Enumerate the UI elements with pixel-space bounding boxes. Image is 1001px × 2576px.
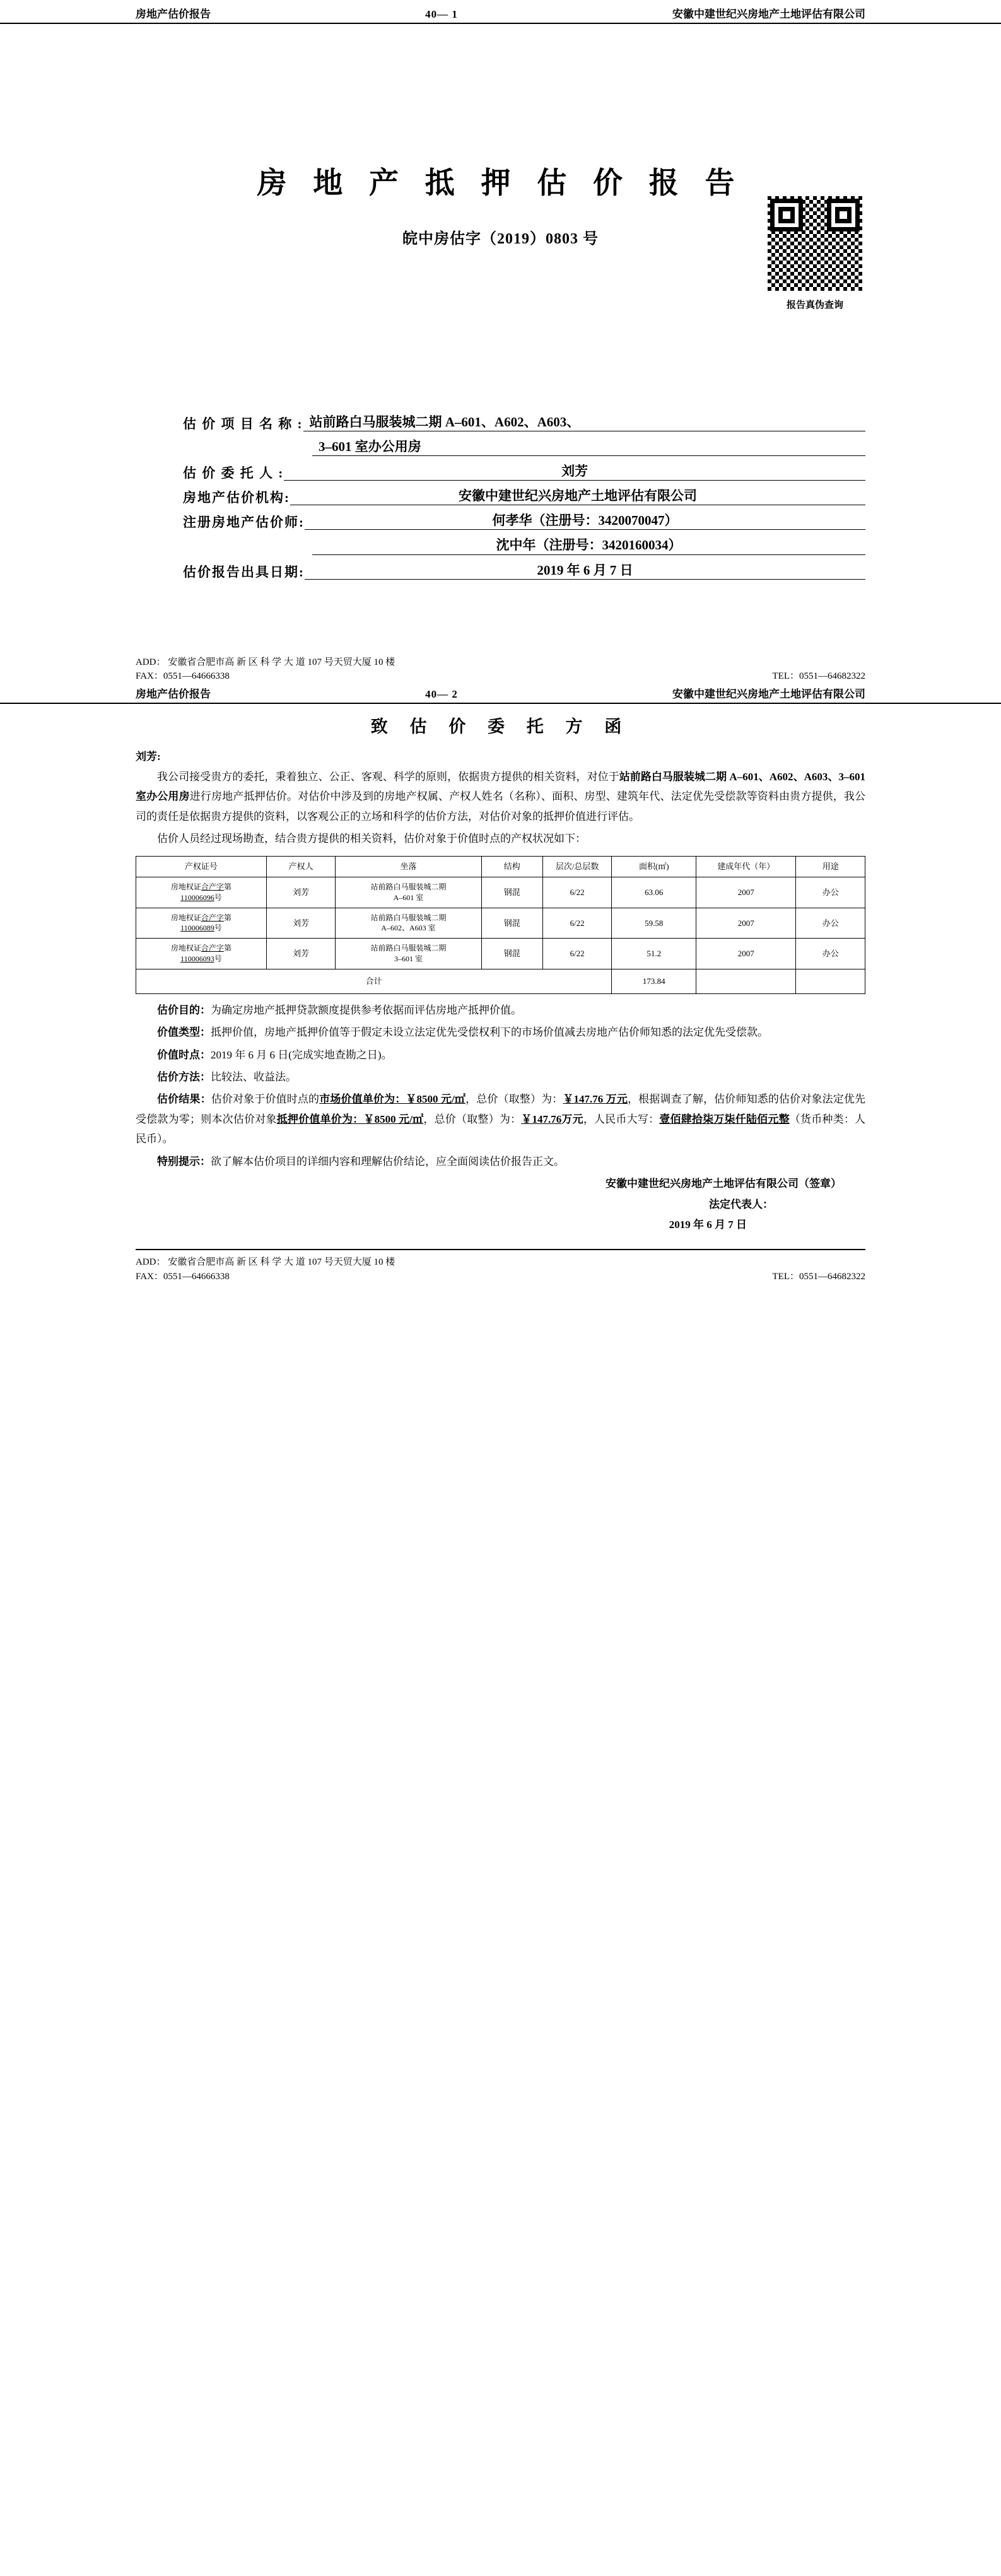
field-issue-date-value: 2019 年 6 月 7 日 — [305, 563, 865, 580]
field-client-label: 估 价 委 托 人 : — [183, 465, 284, 481]
qr-caption: 报告真伪查询 — [786, 300, 843, 310]
cell-location — [336, 877, 481, 908]
field-agency — [183, 489, 865, 505]
cell-floor: 6/22 — [542, 877, 612, 908]
letter-section — [0, 713, 1001, 1284]
cell-floor: 6/22 — [542, 908, 612, 939]
item-purpose-label: 估价目的： — [157, 1004, 211, 1016]
letter-salutation: 刘芳: — [136, 750, 161, 763]
cover-tel: TEL：0551—64682322 — [772, 671, 865, 682]
field-issue-date-label: 估价报告出具日期: — [183, 564, 305, 580]
running-header-company: 安徽中建世纪兴房地产土地评估有限公司 — [672, 8, 865, 20]
loc-line1: 站前路白马服装城二期 — [370, 882, 447, 891]
result-amount-in-words: 壹佰肆拾柒万柒仟陆佰元整 — [659, 1113, 790, 1125]
field-appraiser-label: 注册房地产估价师: — [183, 515, 305, 530]
item-method-label: 估价方法： — [157, 1071, 211, 1084]
table-row — [136, 939, 865, 969]
field-client — [183, 464, 865, 481]
result-market-unit-price: 市场价值单价为：￥8500 元/㎡ — [319, 1093, 466, 1106]
cert-tail: 号 — [214, 923, 222, 933]
loc-line1: 站前路白马服装城二期 — [370, 913, 447, 922]
loc-line2: 3–601 室 — [394, 954, 423, 963]
item-notice — [136, 1152, 865, 1171]
letter-paragraph-1 — [136, 767, 865, 826]
document-page — [0, 0, 1001, 1284]
col-year: 建成年代（年） — [696, 857, 796, 877]
letter-address-line: ADD： 安徽省合肥市高 新 区 科 学 大 道 107 号天贸大厦 10 楼 — [136, 1257, 395, 1268]
item-purpose-text: 为确定房地产抵押贷款额度提供参考依据而评估房地产抵押价值。 — [211, 1004, 522, 1016]
item-value-date-text: 2019 年 6 月 6 日(完成实地查勘之日)。 — [211, 1048, 392, 1061]
cover-footer-address — [136, 655, 865, 684]
running-header-page1 — [0, 0, 1001, 24]
signature-legal-rep: 法定代表人： — [709, 1198, 773, 1210]
running-header-page2 — [0, 685, 1001, 704]
cell-total-blank1 — [696, 969, 796, 993]
col-location: 坐落 — [336, 857, 481, 877]
signature-date: 2019 年 6 月 7 日 — [669, 1218, 747, 1231]
cert-tail: 号 — [214, 893, 222, 902]
cell-use: 办公 — [796, 908, 865, 939]
cell-structure: 钢混 — [481, 877, 542, 908]
cell-cert-no — [136, 908, 267, 939]
loc-line1: 站前路白马服装城二期 — [370, 944, 447, 953]
cert-no: 110006093 — [180, 954, 214, 963]
running-header2-left: 房地产估价报告 — [136, 688, 211, 700]
loc-line2: A–602、A603 室 — [381, 923, 436, 933]
cover-fax: FAX：0551—64666338 — [136, 671, 230, 682]
cell-use: 办公 — [796, 939, 865, 969]
cert-post: 第 — [223, 944, 231, 953]
field-appraiser-cont — [183, 538, 865, 554]
cert-post: 第 — [223, 913, 231, 922]
letter-paragraph-2: 估价人员经过现场勘查，结合贵方提供的相关资料，估价对象于价值时点的产权状况如下： — [157, 832, 586, 845]
cert-mid: 合产字 — [201, 944, 224, 953]
field-project-name-label: 估 价 项 目 名 称 : — [183, 416, 303, 431]
field-project-name — [183, 415, 865, 431]
signature-company: 安徽中建世纪兴房地产土地评估有限公司（签章） — [606, 1178, 841, 1190]
col-use: 用途 — [796, 857, 865, 877]
cell-structure: 钢混 — [481, 939, 542, 969]
cert-pre: 房地权证 — [170, 882, 201, 891]
result-mortgage-total-price: ￥147.76 — [521, 1113, 562, 1125]
cert-post: 第 — [223, 882, 231, 891]
item-value-type-text: 抵押价值，房地产抵押价值等于假定未设立法定优先受偿权利下的市场价值减去房地产估价师知悉的法定优先受偿款。 — [211, 1026, 768, 1039]
field-agency-label: 房地产估价机构: — [183, 490, 290, 506]
cell-location — [336, 939, 481, 969]
cell-floor: 6/22 — [542, 939, 612, 969]
qr-block — [764, 194, 865, 311]
property-table — [136, 856, 865, 993]
col-owner: 产权人 — [266, 857, 336, 877]
result-a: 估价对象于价值时点的 — [211, 1093, 320, 1106]
item-value-date-label: 价值时点： — [157, 1048, 211, 1061]
field-project-name-value2: 3–601 室办公用房 — [312, 440, 865, 456]
signature-block — [136, 1174, 865, 1235]
cell-area: 63.06 — [612, 877, 696, 908]
letter-title: 致 估 价 委 托 方 函 — [370, 717, 631, 736]
running-header-left: 房地产估价报告 — [136, 8, 211, 20]
table-header-row — [136, 857, 865, 877]
field-appraiser-value2: 沈中年（注册号：3420160034） — [312, 538, 865, 554]
cell-location — [336, 908, 481, 939]
cell-total-label: 合计 — [136, 969, 612, 993]
running-header-page-number: 40— 1 — [425, 8, 458, 20]
item-value-date — [136, 1045, 865, 1065]
cell-owner: 刘芳 — [266, 877, 336, 908]
result-l: （货币种类：人民币）。 — [136, 1113, 866, 1145]
table-total-row — [136, 969, 865, 993]
result-g: ，总价（取整）为： — [423, 1113, 522, 1125]
cover-address-line: ADD： 安徽省合肥市高 新 区 科 学 大 道 107 号天贸大厦 10 楼 — [136, 657, 395, 667]
col-area: 面积(㎡) — [612, 857, 696, 877]
result-e: ，根据调查了解，估价师知悉的估价对象法定优先受偿款为零；则本次估价对象 — [136, 1093, 866, 1125]
cover-fields — [136, 415, 865, 580]
col-structure: 结构 — [481, 857, 542, 877]
cell-owner: 刘芳 — [266, 908, 336, 939]
cert-pre: 房地权证 — [170, 944, 201, 953]
cell-owner: 刘芳 — [266, 939, 336, 969]
result-i: 万元 — [561, 1113, 583, 1125]
item-result-label: 估价结果： — [157, 1093, 211, 1106]
table-row — [136, 877, 865, 908]
running-header2-page-number: 40— 2 — [425, 688, 458, 700]
cell-structure: 钢混 — [481, 908, 542, 939]
field-client-value: 刘芳 — [284, 464, 865, 481]
item-result — [136, 1089, 865, 1149]
letter-footer-address — [136, 1249, 865, 1284]
cell-year: 2007 — [696, 908, 796, 939]
table-row — [136, 908, 865, 939]
cert-no: 110006089 — [180, 923, 214, 933]
col-cert-no: 产权证号 — [136, 857, 267, 877]
report-code: 皖中房估字（2019）0803 号 — [402, 231, 599, 247]
field-project-name-cont — [183, 440, 865, 456]
cert-mid: 合产字 — [201, 913, 224, 922]
cell-area: 51.2 — [612, 939, 696, 969]
cert-mid: 合产字 — [201, 882, 224, 891]
result-market-total-price: ￥147.76 万元 — [563, 1093, 628, 1106]
result-j: ，人民币大写： — [583, 1113, 660, 1125]
cover-section — [0, 160, 1001, 684]
cert-pre: 房地权证 — [170, 913, 201, 922]
cell-total-blank2 — [796, 969, 865, 993]
qr-code-icon[interactable] — [766, 194, 864, 293]
page-title: 房 地 产 抵 押 估 价 报 告 — [257, 167, 744, 200]
field-issue-date — [183, 563, 865, 580]
cell-year: 2007 — [696, 939, 796, 969]
cell-area: 59.58 — [612, 908, 696, 939]
field-agency-value: 安徽中建世纪兴房地产土地评估有限公司 — [290, 489, 865, 505]
result-mortgage-unit-price: 抵押价值单价为：￥8500 元/㎡ — [276, 1113, 424, 1125]
item-value-type-label: 价值类型： — [157, 1026, 211, 1039]
item-notice-text: 欲了解本估价项目的详细内容和理解估价结论，应全面阅读估价报告正文。 — [211, 1155, 565, 1168]
para1-c: 房 — [179, 790, 190, 803]
para1-a: 我公司接受贵方的委托，秉着独立、公正、客观、科学的原则，依据贵方提供的相关资料，对位于 — [157, 770, 619, 783]
letter-tel: TEL：0551—64682322 — [772, 1271, 865, 1282]
para1-b: 站前路白马服装城二期 A–601、A602、A603、3–601 室办公用 — [136, 770, 865, 803]
cert-tail: 号 — [214, 954, 222, 963]
para1-d: 进行房地产抵押估价。对估价中涉及到的房地产权属、产权人姓名（名称）、面积、房型、建筑年代、法定优先受偿款等资料由贵方提供，我公司的责任是依据贵方提供的资料，以客观公正的立场和科学的估价方法，对估价对象的抵押价值进行评估。 — [136, 790, 866, 823]
item-notice-label: 特别提示： — [157, 1155, 211, 1168]
cell-use: 办公 — [796, 877, 865, 908]
item-purpose — [136, 1000, 865, 1020]
cell-year: 2007 — [696, 877, 796, 908]
item-method-text: 比较法、收益法。 — [211, 1071, 296, 1084]
field-appraiser-value: 何孝华（注册号：3420070047） — [305, 513, 865, 530]
cell-total-area: 173.84 — [612, 969, 696, 993]
field-project-name-value: 站前路白马服装城二期 A–601、A602、A603、 — [303, 415, 866, 431]
cell-cert-no — [136, 877, 267, 908]
result-c: ，总价（取整）为： — [465, 1093, 563, 1106]
running-header2-company: 安徽中建世纪兴房地产土地评估有限公司 — [672, 688, 865, 700]
field-appraiser — [183, 513, 865, 530]
cell-cert-no — [136, 939, 267, 969]
cert-no: 110006096 — [180, 893, 214, 902]
item-value-type — [136, 1022, 865, 1042]
loc-line2: A–601 室 — [393, 893, 424, 902]
letter-fax: FAX：0551—64666338 — [136, 1271, 230, 1282]
item-method — [136, 1067, 865, 1087]
col-floor: 层次/总层数 — [542, 857, 612, 877]
